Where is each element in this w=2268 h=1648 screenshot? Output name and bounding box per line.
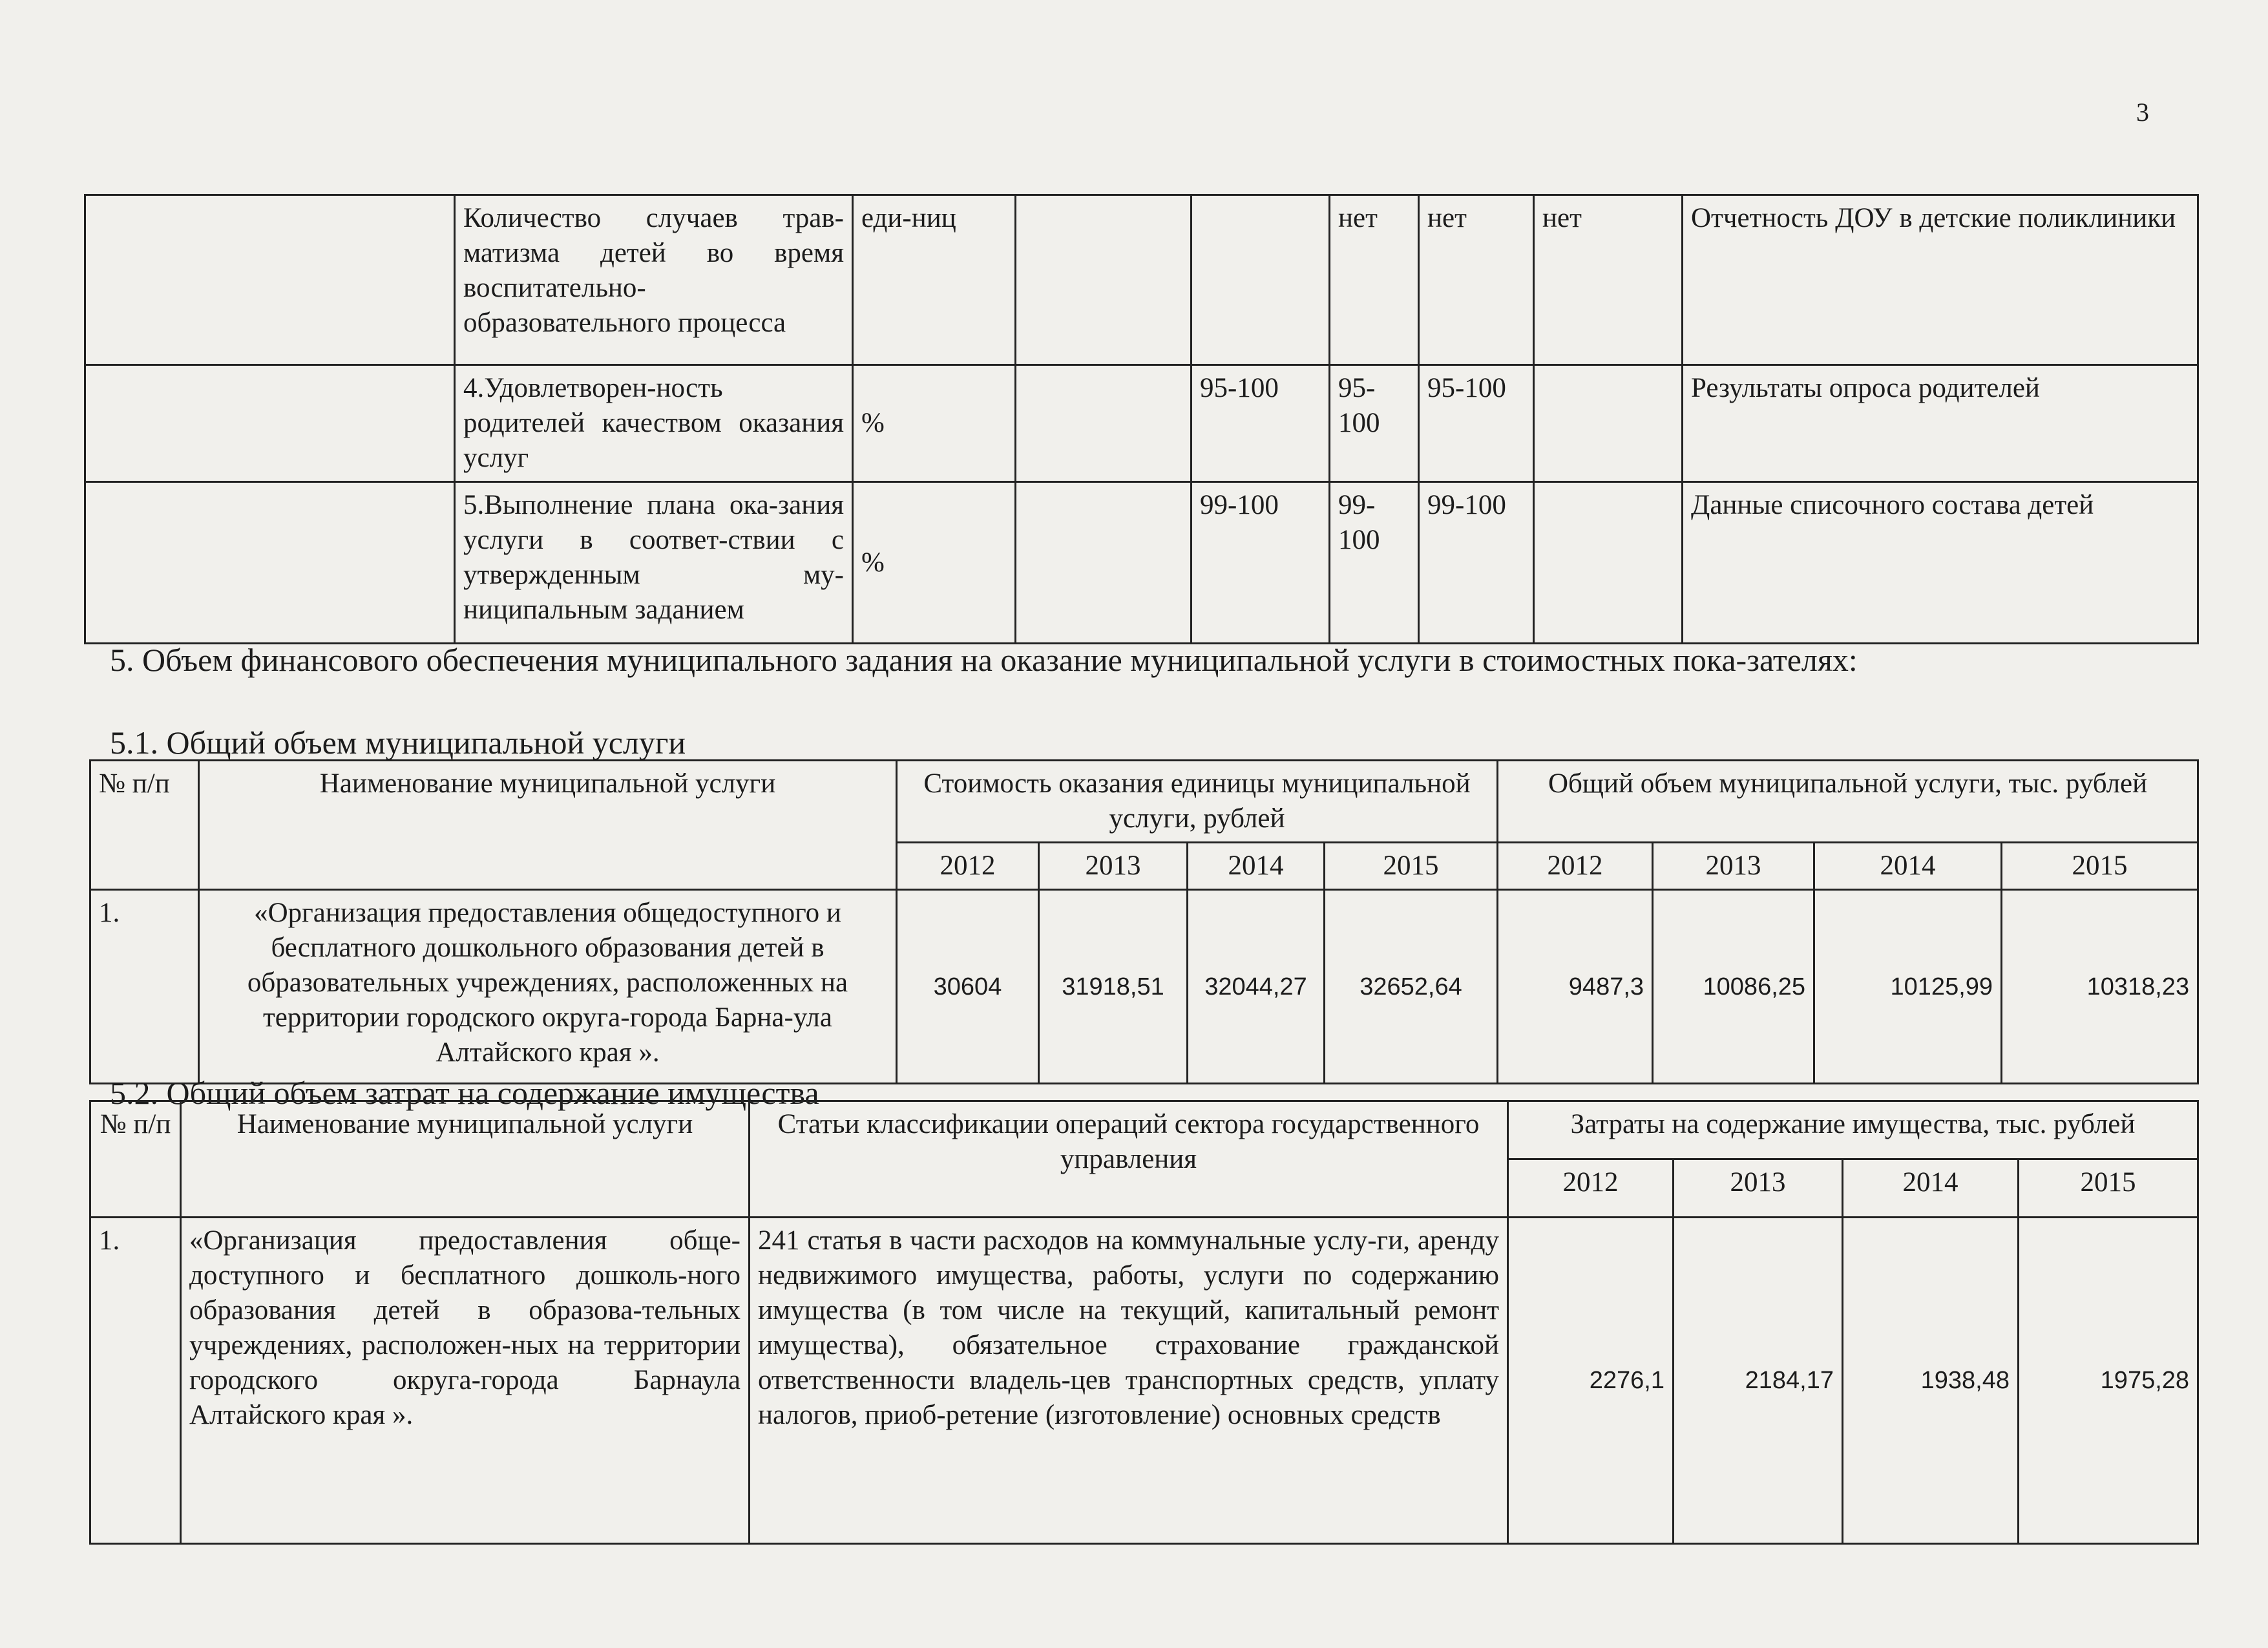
unit-cost-2012: 30604	[897, 890, 1039, 1084]
header-number: № п/п	[90, 1101, 181, 1218]
property-costs-table	[89, 1100, 2199, 1545]
service-row	[90, 1218, 2198, 1544]
indicator-2013: нет	[1330, 195, 1419, 365]
indicator-unit: %	[853, 482, 1016, 644]
year-label: 2013	[1653, 843, 1814, 890]
indicators-table	[84, 194, 2199, 644]
header-property-costs: Затраты на содержание имущества, тыс. рублей	[1508, 1101, 2198, 1159]
section-5-1-title: 5.1. Общий объем муниципальной услуги	[110, 724, 686, 761]
indicator-2013: 99-100	[1330, 482, 1419, 644]
year-label: 2013	[1674, 1159, 1843, 1218]
indicator-source: Результаты опроса родителей	[1683, 365, 2198, 482]
year-label: 2013	[1039, 843, 1188, 890]
year-label: 2014	[1814, 843, 2002, 890]
header-row	[90, 761, 2198, 843]
indicator-2012: 95-100	[1192, 365, 1330, 482]
indicator-unit: еди-ниц	[853, 195, 1016, 365]
total-volume-2015: 10318,23	[2002, 890, 2198, 1084]
row-number: 1.	[90, 890, 199, 1084]
unit-cost-2014: 32044,27	[1188, 890, 1325, 1084]
total-volume-2012: 9487,3	[1498, 890, 1653, 1084]
property-cost-2014: 1938,48	[1843, 1218, 2019, 1544]
property-cost-2015: 1975,28	[2019, 1218, 2198, 1544]
unit-cost-2013: 31918,51	[1039, 890, 1188, 1084]
indicator-unit: %	[853, 365, 1016, 482]
indicator-2014: 99-100	[1419, 482, 1534, 644]
classification-articles: 241 статья в части расходов на коммунальные услу-ги, аренду недвижимого имущества, работы, услуги по содержанию имущества (в том числе на текущий, капитальный ремонт имущества), обязательное страхование гражданской ответственности владель-цев транспортных средств, уплату налогов, приоб-ретение (изготовление) основных средств	[750, 1218, 1508, 1544]
empty-cell	[1016, 195, 1192, 365]
indicator-2014: нет	[1419, 195, 1534, 365]
indicator-source: Данные списочного состава детей	[1683, 482, 2198, 644]
indicator-name: 5.Выполнение плана ока-зания услуги в соответ-ствии с утвержденным му-ниципальным заданием	[455, 482, 853, 644]
indicator-name: Количество случаев трав-матизма детей во время воспитательно-образовательного процесса	[455, 195, 853, 365]
property-cost-2013: 2184,17	[1674, 1218, 1843, 1544]
indicator-2015	[1534, 482, 1683, 644]
indicator-2015	[1534, 365, 1683, 482]
property-cost-2012: 2276,1	[1508, 1218, 1674, 1544]
indicator-row	[85, 482, 2198, 644]
year-label: 2014	[1188, 843, 1325, 890]
indicator-row	[85, 365, 2198, 482]
year-label: 2015	[2019, 1159, 2198, 1218]
empty-cell	[85, 482, 455, 644]
header-number: № п/п	[90, 761, 199, 890]
row-number: 1.	[90, 1218, 181, 1544]
service-volume-table	[89, 759, 2199, 1084]
indicator-2013: 95-100	[1330, 365, 1419, 482]
year-label: 2012	[1498, 843, 1653, 890]
section-5-2-title: 5.2. Общий объем затрат на содержание имущества	[110, 1075, 819, 1111]
indicator-source: Отчетность ДОУ в детские поликлиники	[1683, 195, 2198, 365]
header-service-name: Наименование муниципальной услуги	[181, 1101, 750, 1218]
year-label: 2015	[2002, 843, 2198, 890]
section-5-title: 5. Объем финансового обеспечения муниципального задания на оказание муниципальной услуги в стоимостных пока-зателях:	[110, 642, 1858, 678]
empty-cell	[1016, 482, 1192, 644]
service-name: «Организация предоставления обще-доступного и бесплатного дошколь-ного образования детей в образова-тельных учреждениях, расположен-ных на территории городского округа-города Барнаула Алтайского края ».	[181, 1218, 750, 1544]
indicator-2012	[1192, 195, 1330, 365]
header-total-volume: Общий объем муниципальной услуги, тыс. рублей	[1498, 761, 2198, 843]
total-volume-2014: 10125,99	[1814, 890, 2002, 1084]
service-name: «Организация предоставления общедоступного и бесплатного дошкольного образования детей в образовательных учреждениях, расположенных на территории городского округа-города Барна-ула Алтайского края ».	[199, 890, 897, 1084]
header-unit-cost: Стоимость оказания единицы муниципальной услуги, рублей	[897, 761, 1498, 843]
header-service-name: Наименование муниципальной услуги	[199, 761, 897, 890]
indicator-row	[85, 195, 2198, 365]
empty-cell	[1016, 365, 1192, 482]
header-classification-articles: Статьи классификации операций сектора государственного управления	[750, 1101, 1508, 1218]
service-row	[90, 890, 2198, 1084]
total-volume-2013: 10086,25	[1653, 890, 1814, 1084]
header-row	[90, 1101, 2198, 1159]
empty-cell	[85, 365, 455, 482]
year-label: 2012	[1508, 1159, 1674, 1218]
unit-cost-2015: 32652,64	[1325, 890, 1498, 1084]
year-label: 2012	[897, 843, 1039, 890]
indicator-2012: 99-100	[1192, 482, 1330, 644]
year-label: 2015	[1325, 843, 1498, 890]
year-label: 2014	[1843, 1159, 2019, 1218]
indicator-2015: нет	[1534, 195, 1683, 365]
empty-cell	[85, 195, 455, 365]
page-number: 3	[2136, 98, 2149, 127]
indicator-name: 4.Удовлетворен-ность родителей качеством оказания услуг	[455, 365, 853, 482]
indicator-2014: 95-100	[1419, 365, 1534, 482]
